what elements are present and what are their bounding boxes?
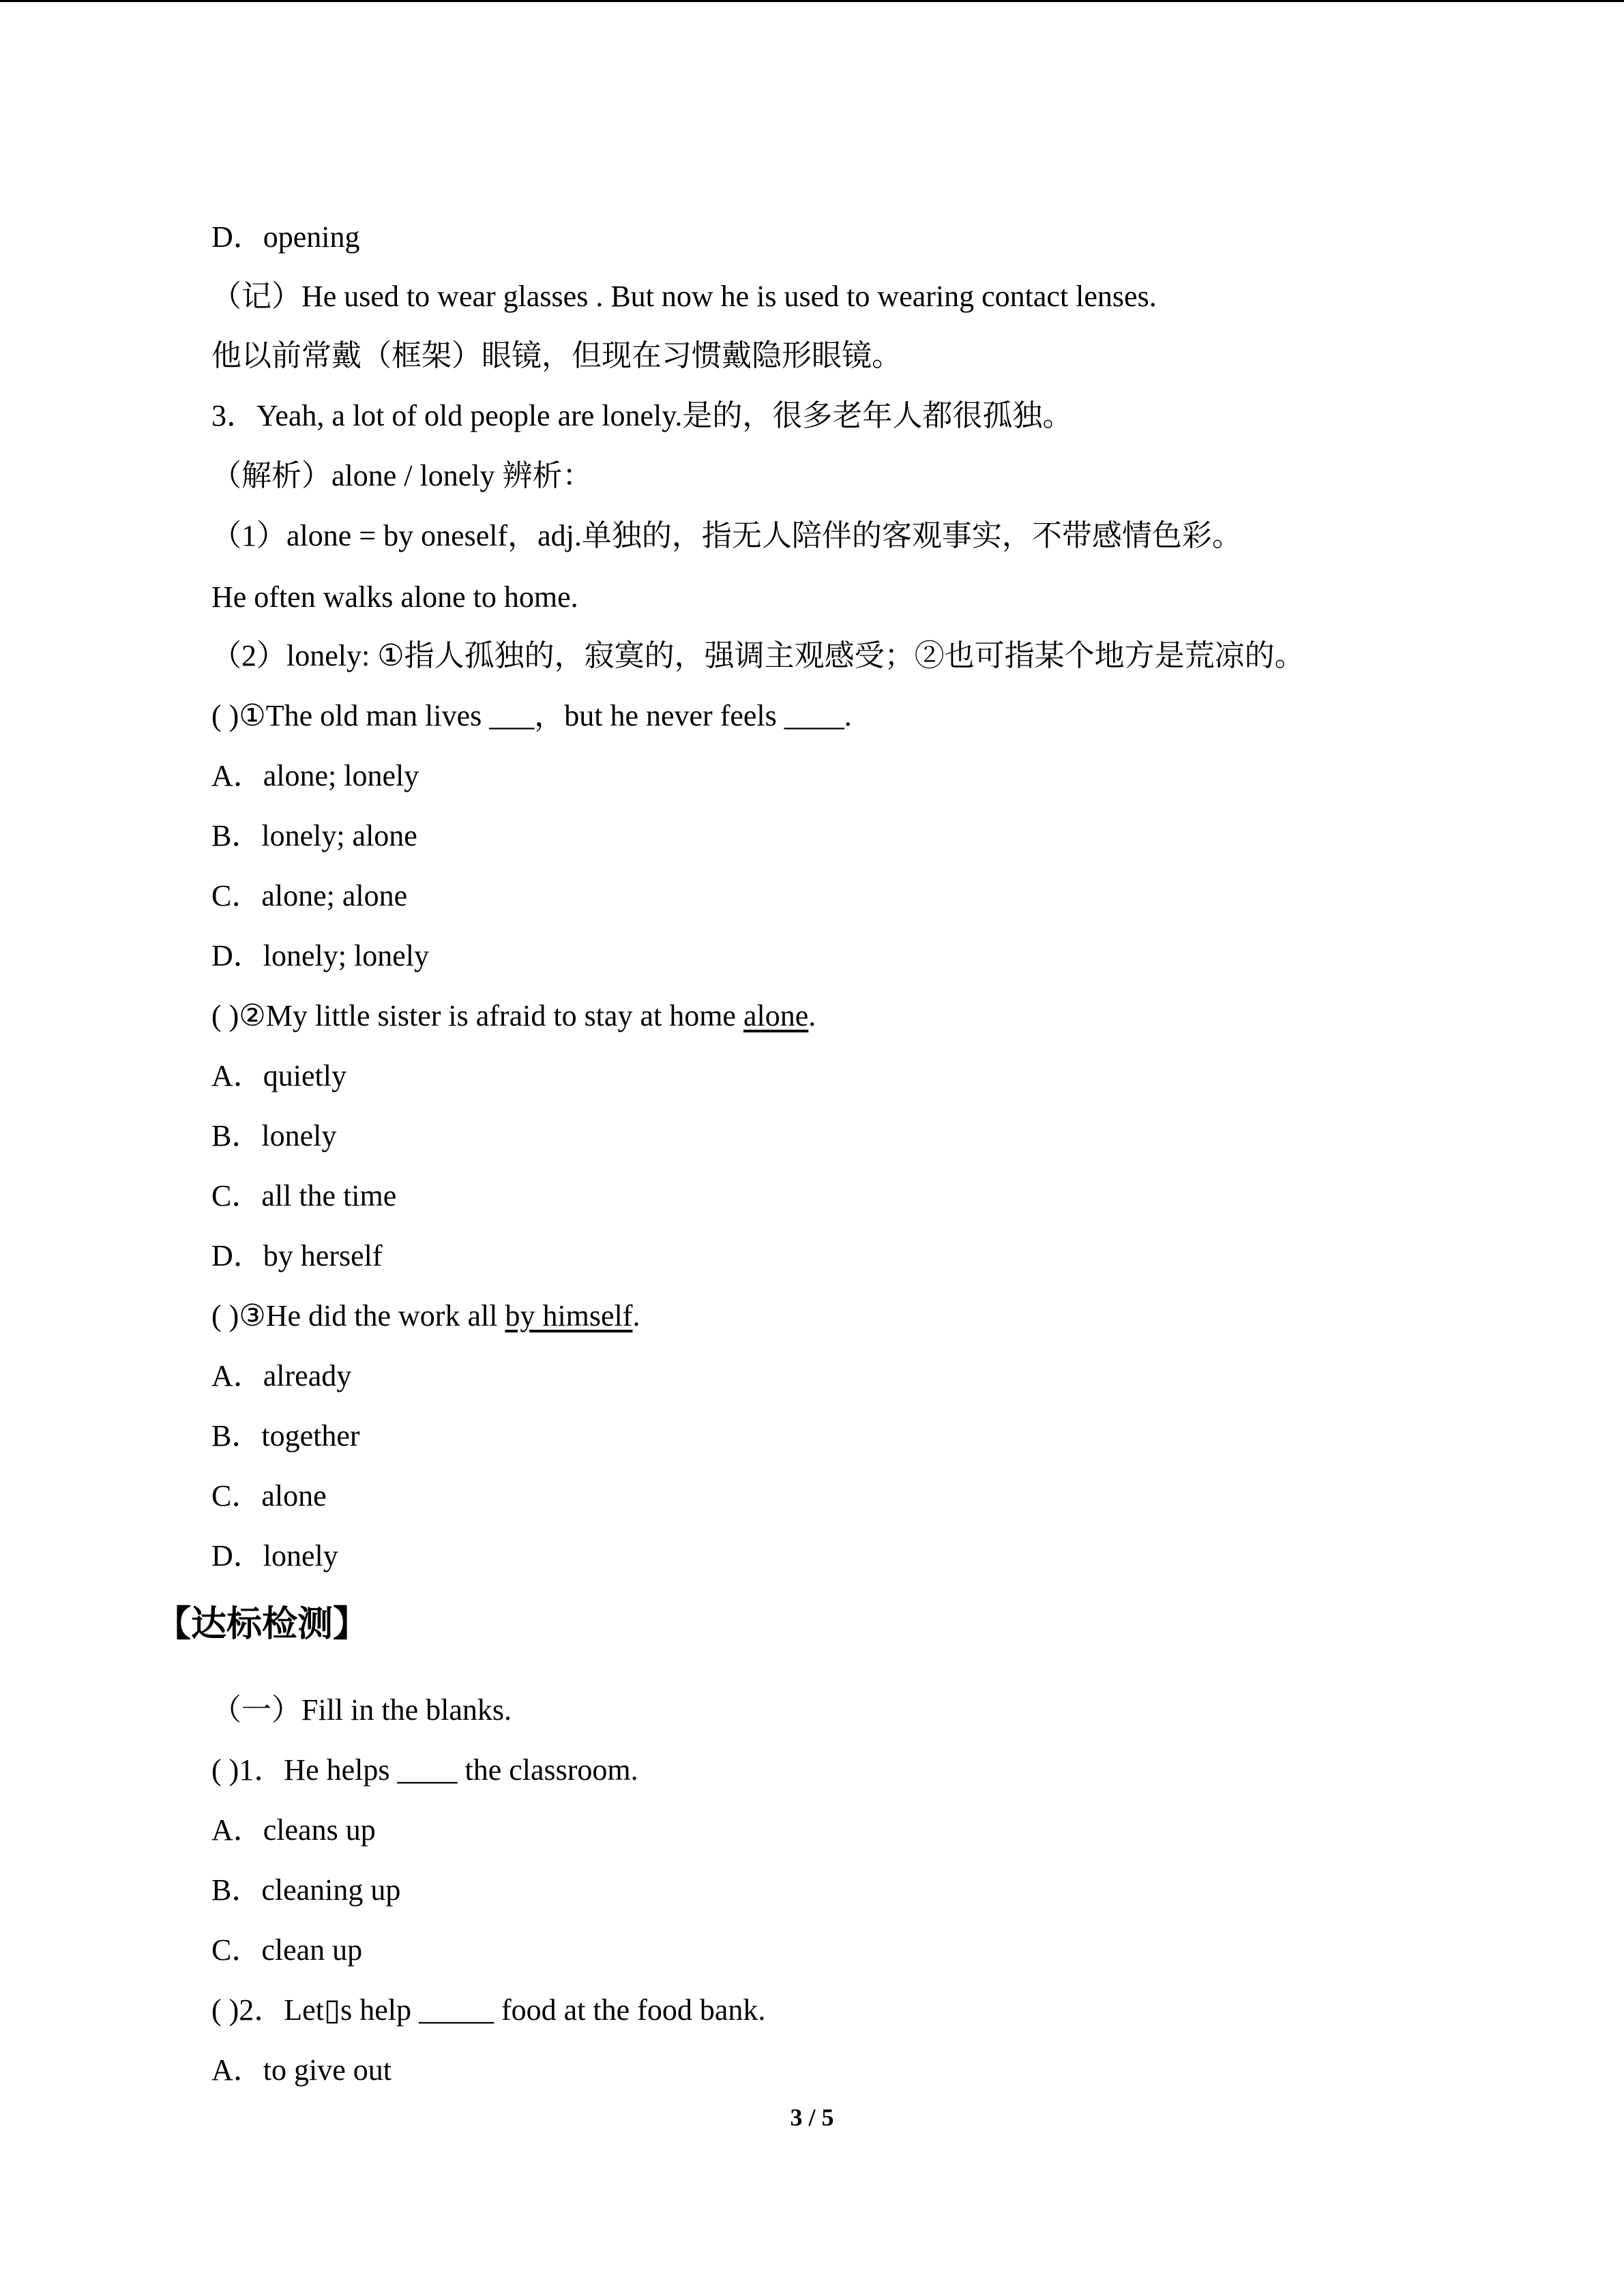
section-heading: 【达标检测】	[156, 1604, 369, 1645]
q3-option-b: B．together	[211, 1419, 360, 1452]
q3-option-d: D．lonely	[211, 1539, 338, 1572]
ex1-option-b: B．cleaning up	[211, 1873, 401, 1907]
q2-option-d: D．by herself	[211, 1239, 383, 1272]
q1-option-c: C．alone; alone	[211, 879, 408, 912]
memo-translation: 他以前常戴（框架）眼镜，但现在习惯戴隐形眼镜。	[211, 339, 902, 372]
ex1-option-c: C．clean up	[211, 1933, 363, 1967]
q1-option-b: B．lonely; alone	[211, 819, 417, 852]
q2-option-b: B．lonely	[211, 1119, 337, 1152]
q3-prefix: ( )③He did the work all	[211, 1299, 505, 1332]
ex1-option-a: A．cleans up	[211, 1813, 376, 1847]
question-1: ( )①The old man lives ___，but he never feels ____.	[211, 699, 852, 732]
q2-option-a: A．quietly	[211, 1059, 346, 1092]
exercise-1: ( )1．He helps ____ the classroom.	[211, 1753, 638, 1787]
memo-line: （记）He used to wear glasses . But now he is used to wearing contact lenses.	[211, 280, 1157, 313]
fill-blanks-title: （一）Fill in the blanks.	[211, 1693, 512, 1727]
example-sentence: He often walks alone to home.	[211, 580, 578, 614]
ex2-option-a: A．to give out	[211, 2053, 392, 2087]
q2-underlined: alone	[743, 999, 809, 1032]
q3-suffix: .	[632, 1299, 640, 1332]
question-3	[211, 1296, 640, 1337]
analysis-point-1: （1）alone = by oneself，adj.单独的，指无人陪伴的客观事实，不带感情色彩。	[211, 519, 1242, 552]
q2-suffix: .	[808, 999, 816, 1032]
question-2	[211, 996, 816, 1037]
q2-prefix: ( )②My little sister is afraid to stay at home	[211, 999, 743, 1032]
q2-option-c: C．all the time	[211, 1179, 397, 1212]
analysis-title: （解析）alone / lonely 辨析：	[211, 459, 593, 492]
q1-option-a: A．alone; lonely	[211, 759, 419, 792]
sentence-3: 3．Yeah, a lot of old people are lonely.是的，很多老年人都很孤独。	[211, 399, 1073, 432]
q3-underlined: by himself	[505, 1299, 633, 1332]
exercise-2: ( )2．Let▯s help _____ food at the food bank.	[211, 1993, 766, 2027]
option-d-opening: D．opening	[211, 220, 360, 254]
q3-option-c: C．alone	[211, 1479, 327, 1512]
q3-option-a: A．already	[211, 1359, 352, 1392]
analysis-point-2: （2）lonely: ①指人孤独的，寂寞的，强调主观感受；②也可指某个地方是荒凉的。	[211, 639, 1305, 672]
q1-option-d: D．lonely; lonely	[211, 939, 429, 972]
page-number: 3 / 5	[790, 2104, 834, 2131]
